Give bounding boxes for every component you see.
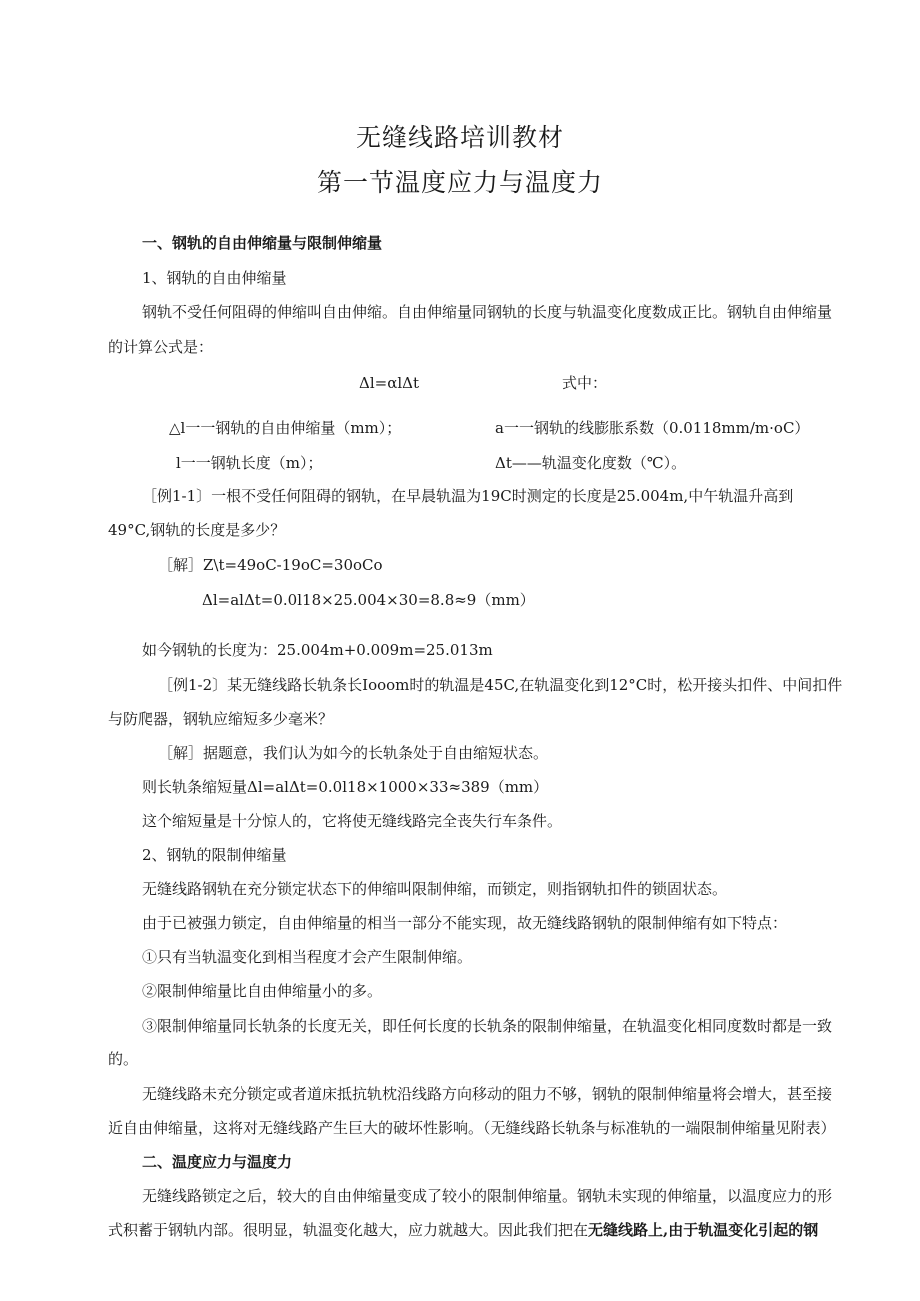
point-3-line-1: ③限制伸缩量同长轨条的长度无关，即任何长度的长轨条的限制伸缩量，在轨温变化相同度数时都是一致: [142, 1017, 833, 1035]
solution-2-line-1: ［解］据题意，我们认为如今的长轨条处于自由缩短状态。: [158, 744, 549, 762]
paragraph-2-line-1: 无缝线路钢轨在充分锁定状态下的伸缩叫限制伸缩，而锁定，则指钢轨扣件的锁固状态。: [142, 880, 728, 898]
paragraph-4-line-1: 无缝线路锁定之后，较大的自由伸缩量变成了较小的限制伸缩量。钢轨未实现的伸缩量，以温度应力的形: [142, 1187, 833, 1205]
example-2-line-2: 与防爬器，钢轨应缩短多少毫米？: [108, 710, 334, 728]
sub2-heading: 2、钢轨的限制伸缩量: [142, 846, 287, 864]
paragraph-1-line-1: 钢轨不受任何阻碍的伸缩叫自由伸缩。自由伸缩量同钢轨的长度与轨温变化度数成正比。钢轨自由伸缩量: [142, 303, 833, 321]
paragraph-4-line-2-emphasis: 无缝线路上,由于轨温变化引起的钢: [588, 1221, 819, 1239]
paragraph-3-line-1: 无缝线路未充分锁定或者道床抵抗轨枕沿线路方向移动的阻力不够，钢轨的限制伸缩量将会增大，甚至接: [142, 1085, 833, 1103]
section1-heading: 一、钢轨的自由伸缩量与限制伸缩量: [142, 234, 383, 252]
paragraph-2-line-2: 由于已被强力锁定，自由伸缩量的相当一部分不能实现，故无缝线路钢轨的限制伸缩有如下特点：: [142, 914, 788, 932]
paragraph-1-line-2: 的计算公式是：: [108, 338, 214, 356]
point-1: ①只有当轨温变化到相当程度才会产生限制伸缩。: [142, 948, 473, 966]
definition-alpha: a一一钢轨的线膨胀系数（0.0118mm/m·oC）: [495, 419, 810, 437]
definition-delta-l: △l一一钢轨的自由伸缩量（mm）；: [169, 419, 402, 437]
section-title: 第一节温度应力与温度力: [316, 168, 603, 197]
point-3-line-2: 的。: [108, 1050, 139, 1068]
paragraph-4-line-2-text: 式积蓄于钢轨内部。很明显，轨温变化越大，应力就越大。因此我们把在: [108, 1221, 589, 1239]
formula: Δl=αlΔt: [359, 374, 419, 392]
example-2-line-1: ［例1-2〕某无缝线路长轨条长Iooom时的轨温是45C,在轨温变化到12°C时，松开接头扣件、中间扣件: [158, 676, 843, 694]
solution-1-line-2: Δl=alΔt=0.0l18×25.004×30=8.8≈9（mm）: [202, 591, 535, 609]
section2-heading: 二、温度应力与温度力: [142, 1153, 293, 1171]
example-1-line-2: 49°C,钢轨的长度是多少？: [108, 521, 286, 539]
example-1-line-1: ［例1-1〕一根不受任何阻碍的钢轨，在早晨轨温为19C时测定的长度是25.004m,中午轨温升高到: [142, 487, 794, 505]
solution-2-line-2: 则长轨条缩短量Δl=alΔt=0.0l18×1000×33≈389（mm）: [142, 778, 549, 796]
document-title: 无缝线路培训教材: [355, 123, 564, 152]
definition-delta-t: Δt——轨温变化度数（℃）。: [495, 454, 687, 472]
solution-2-line-3: 这个缩短量是十分惊人的，它将使无缝线路完全丧失行车条件。: [142, 812, 563, 830]
point-2: ②限制伸缩量比自由伸缩量小的多。: [142, 982, 383, 1000]
formula-note: 式中：: [562, 374, 608, 392]
sub1-heading: 1、钢轨的自由伸缩量: [142, 269, 287, 287]
solution-1-line-1: ［解］Z\t=49oC-19oC=30oCo: [158, 556, 383, 574]
paragraph-4-line-2: [108, 1220, 818, 1240]
definition-l: l一一钢轨长度（m）；: [176, 454, 323, 472]
result-1: 如今钢轨的长度为：25.004m+0.009m=25.013m: [142, 641, 493, 659]
paragraph-3-line-2: 近自由伸缩量，这将对无缝线路产生巨大的破坏性影响。（无缝线路长轨条与标准轨的一端限制伸缩量见附表）: [108, 1119, 836, 1137]
